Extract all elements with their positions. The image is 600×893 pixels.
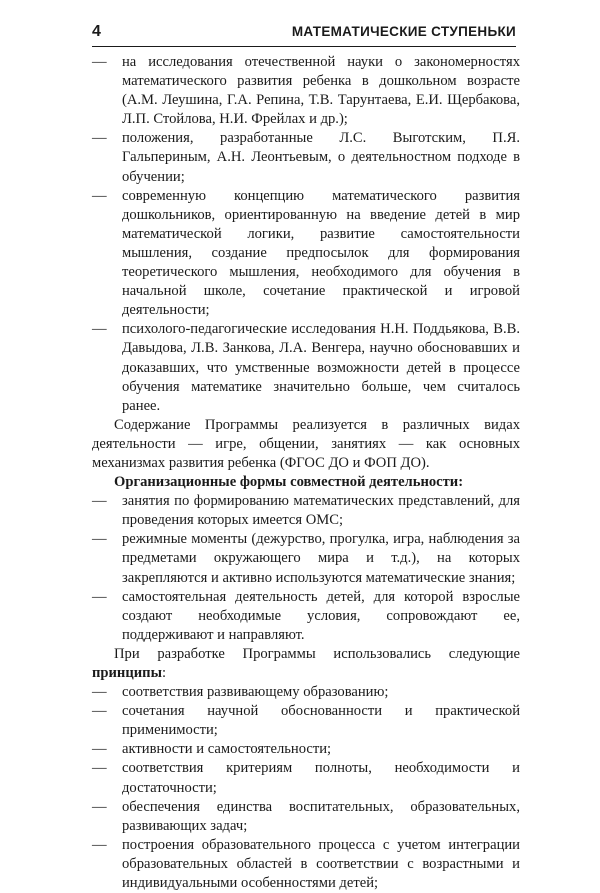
page-header: [92, 20, 516, 46]
forms-list: [92, 492, 520, 645]
list-item: — сочетания научной обоснованности и практической применимости;: [92, 702, 520, 740]
list-item: — занятия по формированию математических представлений, для проведения которых имеется ОМС;: [92, 492, 520, 530]
forms-heading: Организационные формы совместной деятельности:: [114, 474, 464, 491]
content-paragraph: Содержание Программы реализуется в различных видах деятельности — игре, общении, занятиях — как основных механизмах развития ребенка (ФГОС ДО и ФОП ДО).: [92, 416, 520, 471]
header-rule: [92, 46, 516, 47]
principles-intro: [92, 645, 520, 683]
list-item: — на исследования отечественной науки о закономерностях математического развития ребенка в дошкольном возрасте (А.М. Леушина, Г.А. Репина, Т.В. Тарунтаева, Е.И. Щербакова, Л.П. Стойлова, Н.И. Фрейлах и др.);: [92, 53, 520, 129]
list-item: — обеспечения единства воспитательных, образовательных, развивающих задач;: [92, 798, 520, 836]
list-item: — соответствия развивающему образованию;: [92, 683, 520, 702]
list-item: — самостоятельная деятельность детей, для которой взрослые создают необходимые условия, сопровождают ее, поддерживают и направляют.: [92, 588, 520, 645]
list-item: — современную концепцию математического развития дошкольников, ориентированную на введение детей в мир математической логики, развитие самостоятельности мышления, создание предпосылок для формирования теоретического мышления, необходимого для обучения в начальной школе, сочетание практической и игровой деятельности;: [92, 187, 520, 321]
principles-intro-text: При разработке Программы использовались следующие: [114, 645, 520, 662]
list-item: — режимные моменты (дежурство, прогулка, игра, наблюдения за предметами окружающего мира и т.д.), на которых закрепляются и активно используются математические знания;: [92, 530, 520, 587]
running-title: МАТЕМАТИЧЕСКИЕ СТУПЕНЬКИ: [291, 24, 516, 39]
principles-list: [92, 683, 520, 893]
list-item: — положения, разработанные Л.С. Выготским, П.Я. Гальпериным, А.Н. Леонтьевым, о деятельностном подходе в обучении;: [92, 129, 520, 186]
page-body: [92, 53, 520, 893]
principles-colon: :: [161, 665, 167, 681]
principles-term: принципы: [92, 665, 162, 681]
list-item: — активности и самостоятельности;: [92, 740, 520, 759]
list-item: — психолого-педагогические исследования Н.Н. Поддьякова, В.В. Давыдова, Л.В. Занкова, Л.А. Венгера, научно обосновавших и доказавших, что умственные возможности детей в процессе обучения математике значительно больше, чем считалось ранее.: [92, 320, 520, 415]
list-item: — построения образовательного процесса с учетом интеграции образовательных областей в соответствии с возрастными и индивидуальными особенностями детей;: [92, 836, 520, 893]
page-number: 4: [92, 23, 101, 40]
foundations-list: [92, 53, 520, 416]
list-item: — соответствия критериям полноты, необходимости и достаточности;: [92, 759, 520, 797]
